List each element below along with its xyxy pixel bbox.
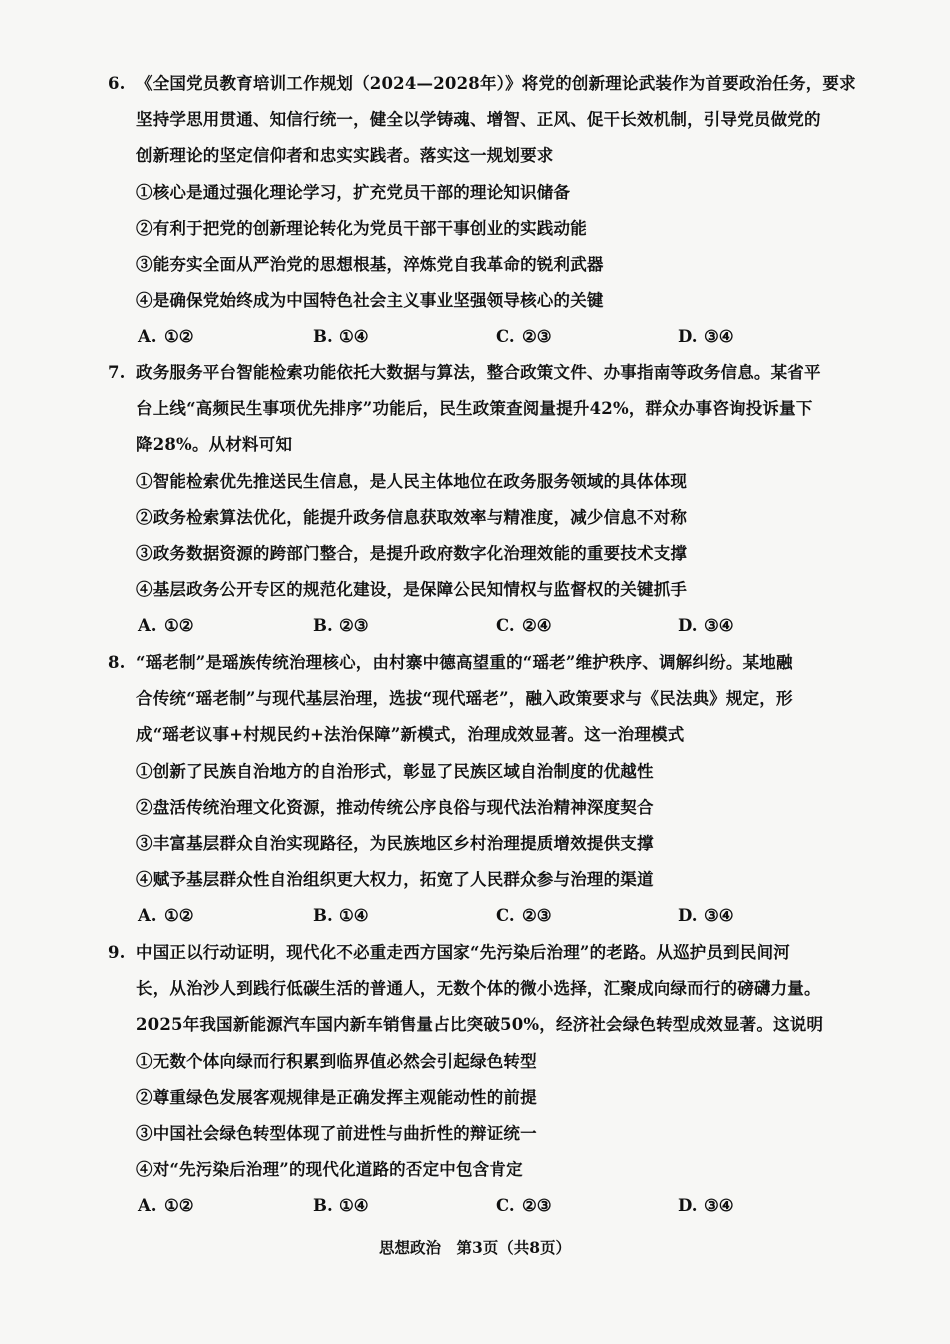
choice-letter: D. xyxy=(678,1196,698,1216)
answer-choices xyxy=(108,898,898,934)
choice-letter: A. xyxy=(138,327,157,347)
statement-option: ③政务数据资源的跨部门整合，是提升政府数字化治理效能的重要技术支撑 xyxy=(136,543,688,563)
statement-option: ①创新了民族自治地方的自治形式，彰显了民族区域自治制度的优越性 xyxy=(136,761,654,781)
stem-text: “瑶老制”是瑶族传统治理核心，由村寨中德高望重的“瑶老”维护秩序、调解纠纷。某地融 xyxy=(136,653,793,672)
statement-option: ③能夯实全面从严治党的思想根基，淬炼党自我革命的锐利武器 xyxy=(136,254,604,274)
question-number: 6. xyxy=(108,74,126,93)
question-stem-line xyxy=(108,66,898,102)
choice-value: ①② xyxy=(164,327,194,347)
stem-text: 合传统“瑶老制”与现代基层治理，选拔“现代瑶老”，融入政策要求与《民法典》规定，形 xyxy=(136,689,793,709)
statement-option: ②政务检索算法优化，能提升政务信息获取效率与精准度，减少信息不对称 xyxy=(136,507,688,527)
choice-letter: A. xyxy=(138,906,157,926)
answer-choice[interactable] xyxy=(313,898,369,934)
stem-text: 降28%。从材料可知 xyxy=(136,435,293,455)
question-stem-line xyxy=(108,427,898,463)
choice-value: ③④ xyxy=(704,327,734,347)
stem-text: 创新理论的坚定信仰者和忠实实践者。落实这一规划要求 xyxy=(136,146,554,166)
choice-value: ③④ xyxy=(704,616,734,636)
answer-choices xyxy=(108,1188,898,1224)
stem-text: 政务服务平台智能检索功能依托大数据与算法，整合政策文件、办事指南等政务信息。某省平 xyxy=(136,363,821,382)
question-number: 8. xyxy=(108,653,126,672)
choice-letter: D. xyxy=(678,616,698,636)
question-stem-line xyxy=(108,102,898,138)
stem-text: 坚持学思用贯通、知信行统一，健全以学铸魂、增智、正风、促干长效机制，引导党员做党的 xyxy=(136,110,821,130)
page-footer: 思想政治 第3页（共8页） xyxy=(378,1238,572,1257)
question-8 xyxy=(108,645,898,935)
choice-value: ②④ xyxy=(522,616,552,636)
statement-option: ④对“先污染后治理”的现代化道路的否定中包含肯定 xyxy=(136,1160,523,1180)
answer-choice[interactable] xyxy=(678,608,734,644)
question-stem-line xyxy=(108,391,898,427)
question-stem-line xyxy=(108,1007,898,1043)
choice-value: ①④ xyxy=(339,906,369,926)
answer-choice[interactable] xyxy=(313,608,369,644)
stem-text: 台上线“高频民生事项优先排序”功能后，民生政策查阅量提升42%，群众办事咨询投诉量下 xyxy=(136,399,813,419)
choice-letter: D. xyxy=(678,906,698,926)
question-number: 7. xyxy=(108,363,126,382)
statement-option: ④是确保党始终成为中国特色社会主义事业坚强领导核心的关键 xyxy=(136,291,604,311)
answer-choice[interactable] xyxy=(678,319,734,355)
statement-option: ②尊重绿色发展客观规律是正确发挥主观能动性的前提 xyxy=(136,1087,537,1107)
answer-choice[interactable] xyxy=(678,1188,734,1224)
statement-option: ④基层政务公开专区的规范化建设，是保障公民知情权与监督权的关键抓手 xyxy=(136,580,688,600)
choice-value: ②③ xyxy=(522,327,552,347)
choice-value: ①④ xyxy=(339,1196,369,1216)
choice-value: ①② xyxy=(164,906,194,926)
stem-text: 长，从治沙人到践行低碳生活的普通人，无数个体的微小选择，汇聚成向绿而行的磅礴力量。 xyxy=(136,979,821,999)
answer-choice[interactable] xyxy=(496,898,552,934)
answer-choice[interactable] xyxy=(138,319,194,355)
answer-choice[interactable] xyxy=(138,898,194,934)
question-number: 9. xyxy=(108,943,126,962)
choice-letter: C. xyxy=(496,906,515,926)
statement-option: ④赋予基层群众性自治组织更大权力，拓宽了人民群众参与治理的渠道 xyxy=(136,870,654,890)
question-stem-line xyxy=(108,355,898,391)
question-stem-line xyxy=(108,645,898,681)
statement-option: ①核心是通过强化理论学习，扩充党员干部的理论知识储备 xyxy=(136,182,571,202)
choice-letter: D. xyxy=(678,327,698,347)
question-7 xyxy=(108,355,898,645)
choice-value: ③④ xyxy=(704,906,734,926)
choice-value: ③④ xyxy=(704,1196,734,1216)
stem-text: 2025年我国新能源汽车国内新车销售量占比突破50%，经济社会绿色转型成效显著。这说明 xyxy=(136,1015,824,1035)
answer-choice[interactable] xyxy=(138,1188,194,1224)
answer-choice[interactable] xyxy=(678,898,734,934)
question-9 xyxy=(108,935,898,1225)
question-6 xyxy=(108,66,898,356)
stem-text: 《全国党员教育培训工作规划（2024—2028年）》将党的创新理论武装作为首要政治任务，要求 xyxy=(136,74,856,93)
choice-letter: A. xyxy=(138,616,157,636)
choice-letter: B. xyxy=(313,1196,333,1216)
stem-text: 成“瑶老议事+村规民约+法治保障”新模式，治理成效显著。这一治理模式 xyxy=(136,725,685,745)
answer-choice[interactable] xyxy=(313,319,369,355)
choice-letter: A. xyxy=(138,1196,157,1216)
choice-value: ①② xyxy=(164,1196,194,1216)
choice-letter: C. xyxy=(496,1196,515,1216)
answer-choice[interactable] xyxy=(496,1188,552,1224)
question-stem-line xyxy=(108,971,898,1007)
answer-choice[interactable] xyxy=(138,608,194,644)
statement-option: ②有利于把党的创新理论转化为党员干部干事创业的实践动能 xyxy=(136,218,587,238)
question-stem-line xyxy=(108,681,898,717)
answer-choice[interactable] xyxy=(496,608,552,644)
statement-option: ①智能检索优先推送民生信息，是人民主体地位在政务服务领域的具体体现 xyxy=(136,471,688,491)
choice-value: ①② xyxy=(164,616,194,636)
statement-option: ③丰富基层群众自治实现路径，为民族地区乡村治理提质增效提供支撑 xyxy=(136,833,654,853)
answer-choice[interactable] xyxy=(496,319,552,355)
question-stem-line xyxy=(108,935,898,971)
answer-choices xyxy=(108,608,898,644)
choice-letter: C. xyxy=(496,327,515,347)
choice-letter: C. xyxy=(496,616,515,636)
answer-choice[interactable] xyxy=(313,1188,369,1224)
statement-option: ②盘活传统治理文化资源，推动传统公序良俗与现代法治精神深度契合 xyxy=(136,797,654,817)
answer-choices xyxy=(108,319,898,355)
choice-value: ②③ xyxy=(522,1196,552,1216)
statement-option: ③中国社会绿色转型体现了前进性与曲折性的辩证统一 xyxy=(136,1123,537,1143)
choice-letter: B. xyxy=(313,616,333,636)
choice-letter: B. xyxy=(313,906,333,926)
question-stem-line xyxy=(108,717,898,753)
statement-option: ①无数个体向绿而行积累到临界值必然会引起绿色转型 xyxy=(136,1051,537,1071)
question-stem-line xyxy=(108,138,898,174)
choice-value: ①④ xyxy=(339,327,369,347)
choice-letter: B. xyxy=(313,327,333,347)
choice-value: ②③ xyxy=(522,906,552,926)
stem-text: 中国正以行动证明，现代化不必重走西方国家“先污染后治理”的老路。从巡护员到民间河 xyxy=(136,943,790,962)
choice-value: ②③ xyxy=(339,616,369,636)
